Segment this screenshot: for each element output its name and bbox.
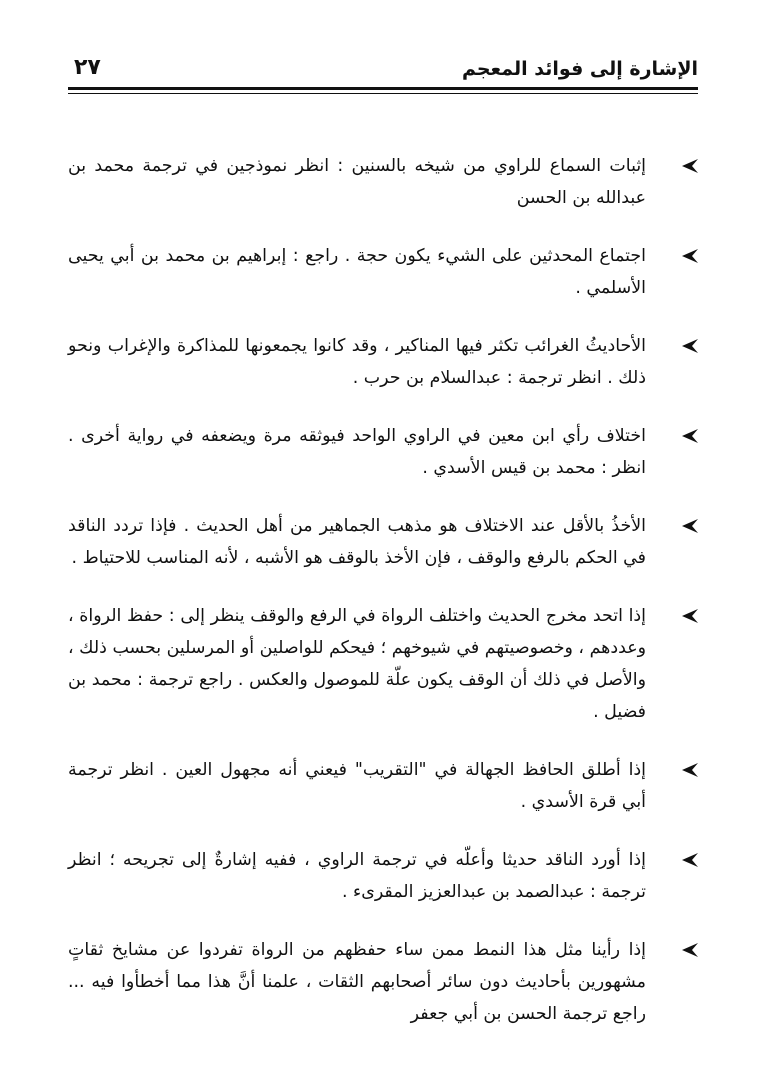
list-item: [68, 934, 698, 1030]
entry-text: الأخذُ بالأقل عند الاختلاف هو مذهب الجماهير من أهل الحديث . فإذا تردد الناقد في الحكم بالرفع والوقف ، فإن الأخذ بالوقف هو الأشبه ، لأنه المناسب للاحتياط .: [68, 516, 646, 568]
page-header: [68, 50, 698, 88]
entry-text: اجتماع المحدثين على الشيء يكون حجة . راجع : إبراهيم بن محمد بن أبي يحيى الأسلمي .: [68, 246, 646, 298]
list-item: [68, 420, 698, 484]
list-item: [68, 240, 698, 304]
entry-text: إثبات السماع للراوي من شيخه بالسنين : انظر نموذجين في ترجمة محمد بن عبدالله بن الحسن: [68, 156, 646, 208]
arrowhead-bullet-icon: [682, 609, 698, 623]
entry-text: إذا اتحد مخرج الحديث واختلف الرواة في الرفع والوقف ينظر إلى : حفظ الرواة ، وعددهم ، وخصوصيتهم في شيوخهم ؛ فيحكم للواصلين أو المرسلين بحسب ذلك ، والأصل في ذلك أن الوقف يكون علّة للموصول والعكس . راجع ترجمة : محمد بن فضيل .: [68, 606, 646, 722]
entry-text: إذا أورد الناقد حديثا وأعلّه في ترجمة الراوي ، ففيه إشارةٌ إلى تجريحه ؛ انظر ترجمة : عبدالصمد بن عبدالعزيز المقرىء .: [68, 850, 646, 902]
page-number: ٢٧: [74, 55, 101, 80]
benefits-list: [68, 150, 698, 1056]
running-title: الإشارة إلى فوائد المعجم: [461, 58, 698, 80]
header-rule-thin: [68, 93, 698, 94]
list-item: [68, 754, 698, 818]
arrowhead-bullet-icon: [682, 159, 698, 173]
list-item: [68, 600, 698, 728]
arrowhead-bullet-icon: [682, 853, 698, 867]
entry-text: إذا أطلق الحافظ الجهالة في "التقريب" فيعني أنه مجهول العين . انظر ترجمة أبي قرة الأسدي .: [68, 760, 646, 812]
header-rule-thick: [68, 87, 698, 90]
arrowhead-bullet-icon: [682, 763, 698, 777]
list-item: [68, 844, 698, 908]
entry-text: الأحاديثُ الغرائب تكثر فيها المناكير ، وقد كانوا يجمعونها للمذاكرة والإغراب ونحو ذلك . انظر ترجمة : عبدالسلام بن حرب .: [68, 336, 646, 388]
arrowhead-bullet-icon: [682, 339, 698, 353]
entry-text: اختلاف رأي ابن معين في الراوي الواحد فيوثقه مرة ويضعفه في رواية أخرى . انظر : محمد بن قيس الأسدي .: [68, 426, 646, 478]
arrowhead-bullet-icon: [682, 249, 698, 263]
arrowhead-bullet-icon: [682, 943, 698, 957]
arrowhead-bullet-icon: [682, 519, 698, 533]
list-item: [68, 150, 698, 214]
list-item: [68, 510, 698, 574]
list-item: [68, 330, 698, 394]
arrowhead-bullet-icon: [682, 429, 698, 443]
entry-text: إذا رأينا مثل هذا النمط ممن ساء حفظهم من الرواة تفردوا عن مشايخ ثقاتٍ مشهورين بأحاديث دون سائر أصحابهم الثقات ، علمنا أنَّ هذا مما أخطأوا فيه ... راجع ترجمة الحسن بن أبي جعفر: [68, 940, 646, 1024]
